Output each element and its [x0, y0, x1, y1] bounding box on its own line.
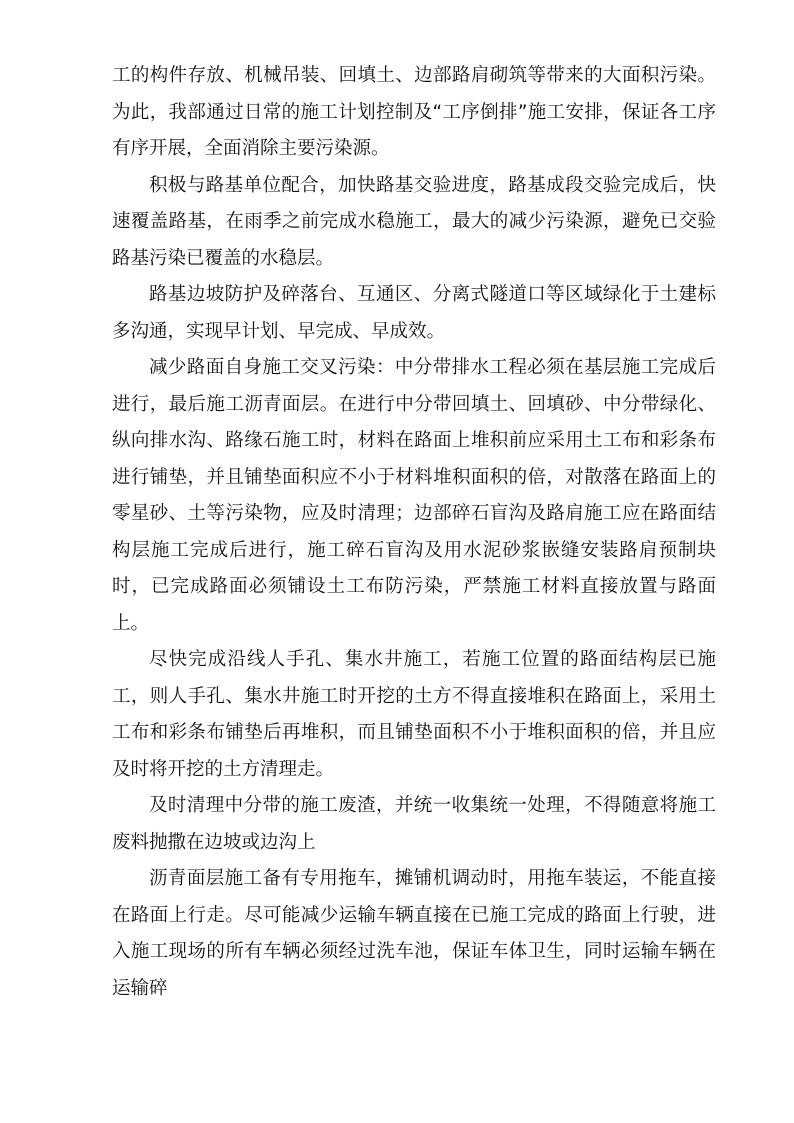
paragraph-waste-cleanup: 及时清理中分带的施工废渣，并统一收集统一处理，不得随意将施工废料抛撒在边坡或边沟上 [112, 795, 716, 853]
paragraph-asphalt-vehicles: 沥青面层施工备有专用拖车，摊铺机调动时，用拖车装运，不能直接在路面上行走。尽可能减少运输车辆直接在已施工完成的路面上行驶，进入施工现场的所有车辆必须经过洗车池，保证车体卫生，同时运输车辆在运输碎 [112, 868, 716, 999]
paragraph-slope-greening: 路基边坡防护及碎落台、互通区、分离式隧道口等区域绿化于土建标多沟通，实现早计划、早完成、早成效。 [112, 284, 716, 342]
paragraph-manholes: 尽快完成沿线人手孔、集水井施工，若施工位置的路面结构层已施工，则人手孔、集水井施工时开挖的土方不得直接堆积在路面上，采用土工布和彩条布铺垫后再堆积，而且铺垫面积不小于堆积面积的倍，并且应及时将开挖的土方清理走。 [112, 649, 716, 780]
paragraph-roadbed-coordination: 积极与路基单位配合，加快路基交验进度，路基成段交验完成后，快速覆盖路基，在雨季之前完成水稳施工，最大的减少污染源，避免已交验路基污染已覆盖的水稳层。 [112, 174, 716, 269]
paragraph-continuation: 工的构件存放、机械吊装、回填土、边部路肩砌筑等带来的大面积污染。为此，我部通过日常的施工计划控制及“工序倒排”施工安排，保证各工序有序开展，全面消除主要污染源。 [112, 65, 716, 159]
paragraph-cross-pollution: 减少路面自身施工交叉污染：中分带排水工程必须在基层施工完成后进行，最后施工沥青面层。在进行中分带回填土、回填砂、中分带绿化、纵向排水沟、路缘石施工时，材料在路面上堆积前应采用土工布和彩条布进行铺垫，并且铺垫面积应不小于材料堆积面积的倍，对散落在路面上的零星砂、土等污染物，应及时清理；边部碎石盲沟及路肩施工应在路面结构层施工完成后进行，施工碎石盲沟及用水泥砂浆嵌缝安装路肩预制块时，已完成路面必须铺设土工布防污染，严禁施工材料直接放置与路面上。 [112, 357, 716, 634]
document-body [112, 58, 716, 1007]
